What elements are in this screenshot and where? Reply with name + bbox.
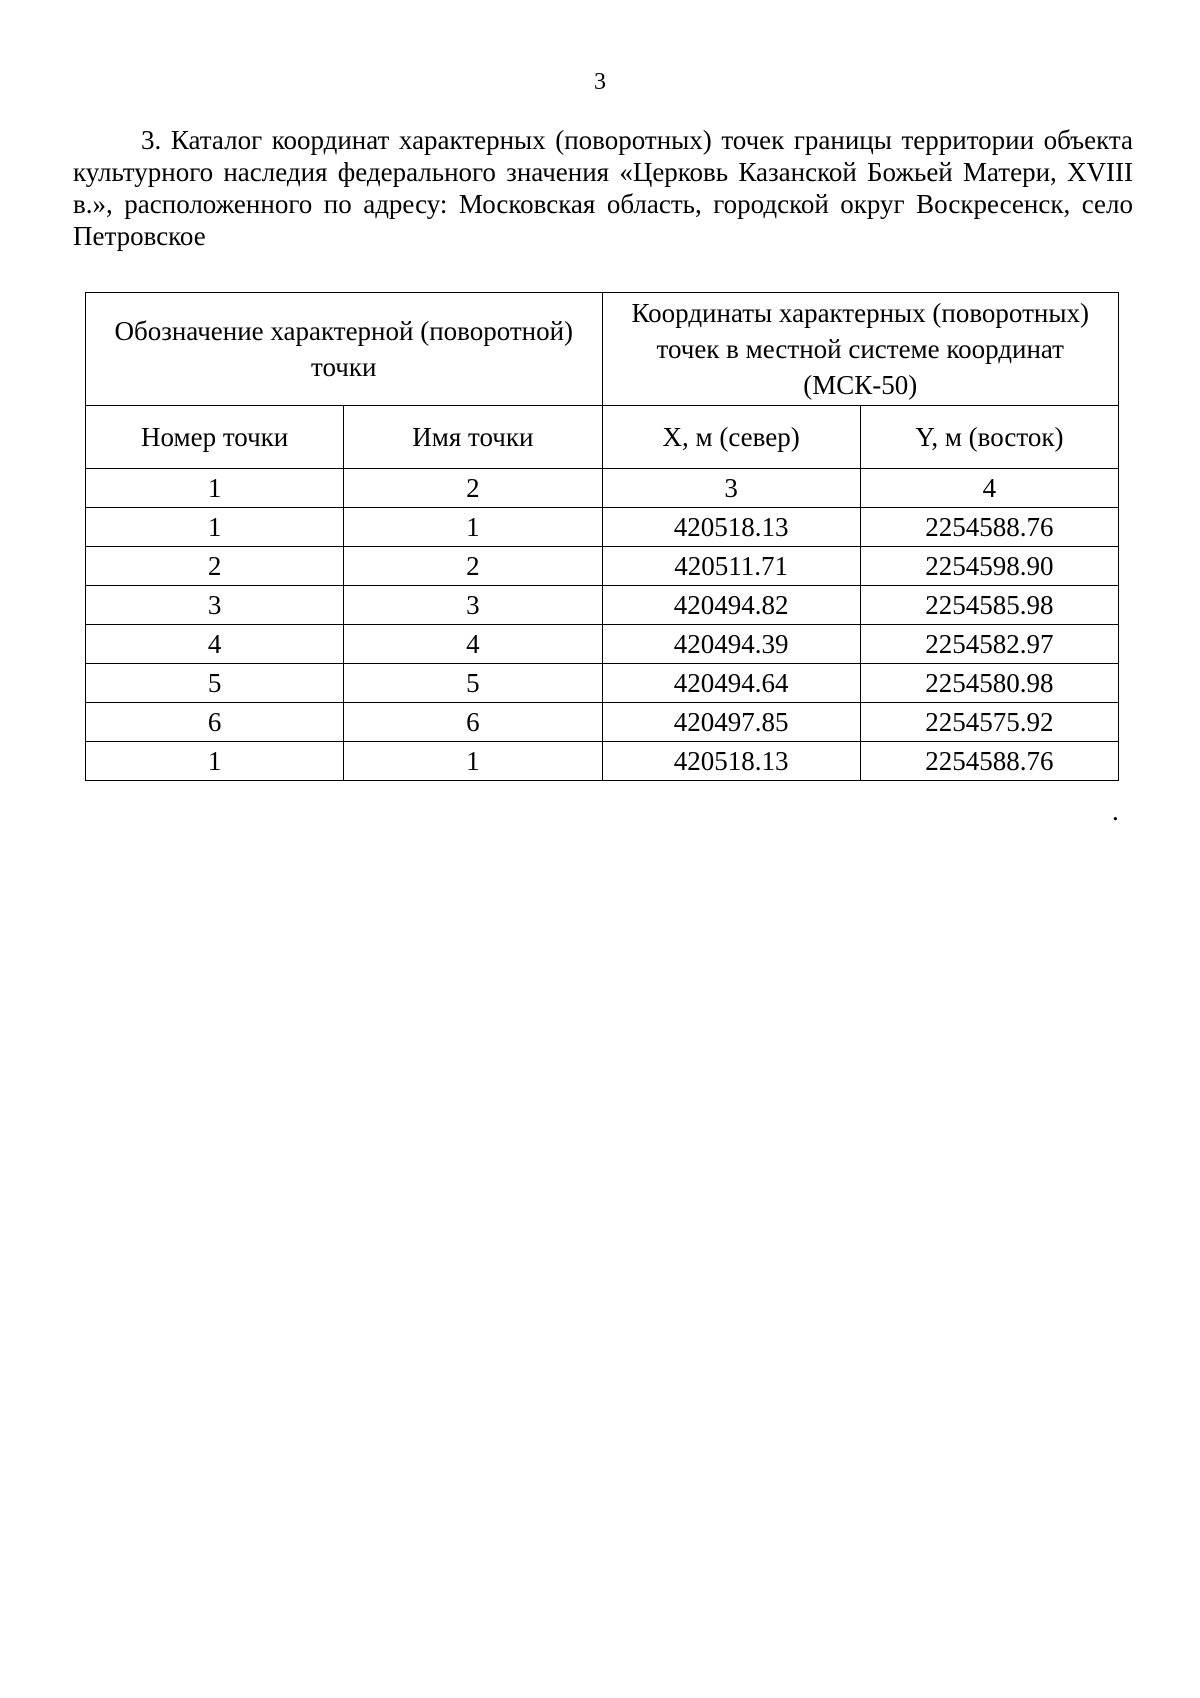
y-coordinate-cell: 2254598.90 (860, 547, 1118, 586)
point-number-cell: 6 (86, 703, 344, 742)
point-name-cell: 2 (344, 547, 602, 586)
section-heading-paragraph: 3. Каталог координат характерных (поворотных) точек границы территории объекта культурного наследия федерального значения «Церковь Казанской Божьей Матери, XVIII в.», расположенного по адресу: Московская область, городской округ Воскресенск, село Петровское (73, 125, 1133, 251)
y-coordinate-cell: 2254588.76 (860, 508, 1118, 547)
point-number-cell: 5 (86, 664, 344, 703)
x-coordinate-cell: 420518.13 (602, 742, 860, 781)
point-name-cell: 4 (344, 625, 602, 664)
table-row (86, 625, 1119, 664)
y-coordinate-cell: 2254575.92 (860, 703, 1118, 742)
x-coordinate-cell: 420494.39 (602, 625, 860, 664)
point-number-cell: 2 (86, 547, 344, 586)
y-coordinate-cell: 2254585.98 (860, 586, 1118, 625)
y-coordinate-cell: 2254582.97 (860, 625, 1118, 664)
table-header-group-row (86, 293, 1119, 406)
index-cell: 4 (860, 469, 1118, 508)
point-name-cell: 1 (344, 742, 602, 781)
y-coordinate-cell: 2254588.76 (860, 742, 1118, 781)
point-number-cell: 3 (86, 586, 344, 625)
header-coordinates: Координаты характерных (поворотных) точек в местной системе координат (МСК-50) (602, 293, 1119, 406)
point-name-cell: 3 (344, 586, 602, 625)
index-cell: 1 (86, 469, 344, 508)
header-point-number: Номер точки (86, 406, 344, 469)
table-row (86, 586, 1119, 625)
point-name-cell: 6 (344, 703, 602, 742)
header-x-north: X, м (север) (602, 406, 860, 469)
point-name-cell: 1 (344, 508, 602, 547)
table-row (86, 508, 1119, 547)
index-cell: 2 (344, 469, 602, 508)
table-row (86, 547, 1119, 586)
x-coordinate-cell: 420511.71 (602, 547, 860, 586)
point-number-cell: 1 (86, 508, 344, 547)
coordinates-table (85, 292, 1119, 781)
y-coordinate-cell: 2254580.98 (860, 664, 1118, 703)
x-coordinate-cell: 420518.13 (602, 508, 860, 547)
header-y-east: Y, м (восток) (860, 406, 1118, 469)
table-column-header-row (86, 406, 1119, 469)
header-point-name: Имя точки (344, 406, 602, 469)
x-coordinate-cell: 420497.85 (602, 703, 860, 742)
page-number: 3 (594, 69, 606, 95)
x-coordinate-cell: 420494.64 (602, 664, 860, 703)
index-cell: 3 (602, 469, 860, 508)
table-index-row (86, 469, 1119, 508)
point-number-cell: 4 (86, 625, 344, 664)
table-row (86, 742, 1119, 781)
point-name-cell: 5 (344, 664, 602, 703)
point-number-cell: 1 (86, 742, 344, 781)
trailing-period-mark: . (1112, 796, 1119, 826)
table-row (86, 664, 1119, 703)
header-point-designation: Обозначение характерной (поворотной) точки (86, 293, 603, 406)
x-coordinate-cell: 420494.82 (602, 586, 860, 625)
table-row (86, 703, 1119, 742)
